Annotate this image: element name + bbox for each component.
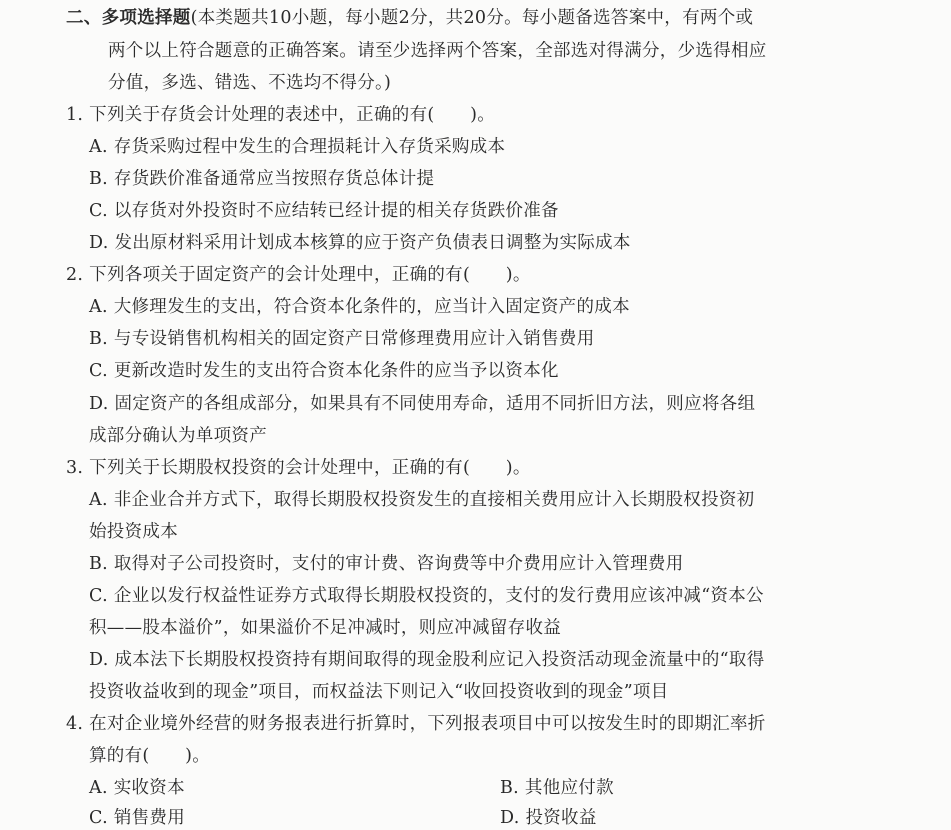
question-2-option-a[interactable]: A. 大修理发生的支出，符合资本化条件的，应当计入固定资产的成本 xyxy=(89,297,630,317)
option-label: A. xyxy=(89,297,108,317)
question-4-option-c[interactable]: C. 销售费用 xyxy=(89,808,186,828)
question-1-option-d[interactable]: D. 发出原材料采用计划成本核算的应于资产负债表日调整为实际成本 xyxy=(89,233,631,253)
question-3-stem: 3. 下列关于长期股权投资的会计处理中，正确的有( )。 xyxy=(66,458,531,478)
option-label: C. xyxy=(89,808,108,828)
option-label: C. xyxy=(89,586,108,606)
question-3-option-a-cont: 始投资成本 xyxy=(89,522,178,542)
option-label: A. xyxy=(89,778,108,798)
question-1-stem: 1. 下列关于存货会计处理的表述中，正确的有( )。 xyxy=(66,105,496,125)
question-4-option-d[interactable]: D. 投资收益 xyxy=(500,808,597,828)
question-number: 4. xyxy=(66,714,84,734)
section-number: 二、 xyxy=(66,8,102,28)
section-title: 多项选择题 xyxy=(101,8,191,28)
question-2-stem: 2. 下列各项关于固定资产的会计处理中，正确的有( )。 xyxy=(66,265,531,285)
option-label: D. xyxy=(500,808,520,828)
option-label: B. xyxy=(89,554,109,574)
section-instructions-line: 两个以上符合题意的正确答案。请至少选择两个答案，全部选对得满分，少选得相应 xyxy=(108,41,767,61)
question-number: 3. xyxy=(66,458,84,478)
question-2-option-d[interactable]: D. 固定资产的各组成部分，如果具有不同使用寿命，适用不同折旧方法，则应将各组 xyxy=(89,394,756,414)
section-instructions-line: 分值，多选、错选、不选均不得分。) xyxy=(108,73,392,93)
option-label: B. xyxy=(89,169,109,189)
section-header xyxy=(66,6,753,30)
option-label: D. xyxy=(89,650,109,670)
section-instructions: (本类题共10小题，每小题2分，共20分。每小题备选答案中，有两个或 xyxy=(190,8,754,28)
question-4-option-b[interactable]: B. 其他应付款 xyxy=(500,778,614,798)
option-label: B. xyxy=(89,329,109,349)
question-1-option-a[interactable]: A. 存货采购过程中发生的合理损耗计入存货采购成本 xyxy=(89,137,506,157)
question-2-option-d-cont: 成部分确认为单项资产 xyxy=(89,426,267,446)
question-4-stem-cont: 算的有( )。 xyxy=(89,746,211,766)
question-number: 2. xyxy=(66,265,84,285)
option-label: D. xyxy=(89,394,109,414)
option-label: A. xyxy=(89,490,108,510)
option-label: D. xyxy=(89,233,109,253)
question-4-option-a[interactable]: A. 实收资本 xyxy=(89,778,185,798)
question-3-option-a[interactable]: A. 非企业合并方式下，取得长期股权投资发生的直接相关费用应计入长期股权投资初 xyxy=(89,490,755,510)
question-4-stem: 4. 在对企业境外经营的财务报表进行折算时，下列报表项目中可以按发生时的即期汇率折 xyxy=(66,714,766,734)
question-3-option-c-cont: 积——股本溢价”，如果溢价不足冲减时，则应冲减留存收益 xyxy=(89,618,562,638)
question-3-option-d[interactable]: D. 成本法下长期股权投资持有期间取得的现金股利应记入投资活动现金流量中的“取得 xyxy=(89,650,765,670)
option-label: C. xyxy=(89,201,108,221)
question-1-option-c[interactable]: C. 以存货对外投资时不应结转已经计提的相关存货跌价准备 xyxy=(89,201,559,221)
question-2-option-c[interactable]: C. 更新改造时发生的支出符合资本化条件的应当予以资本化 xyxy=(89,361,559,381)
question-1-option-b[interactable]: B. 存货跌价准备通常应当按照存货总体计提 xyxy=(89,169,435,189)
question-3-option-b[interactable]: B. 取得对子公司投资时，支付的审计费、咨询费等中介费用应计入管理费用 xyxy=(89,554,684,574)
option-label: B. xyxy=(500,778,520,798)
option-label: C. xyxy=(89,361,108,381)
question-2-option-b[interactable]: B. 与专设销售机构相关的固定资产日常修理费用应计入销售费用 xyxy=(89,329,595,349)
question-3-option-d-cont: 投资收益收到的现金”项目，而权益法下则记入“收回投资收到的现金”项目 xyxy=(89,682,669,702)
question-3-option-c[interactable]: C. 企业以发行权益性证券方式取得长期股权投资的，支付的发行费用应该冲减“资本公 xyxy=(89,586,764,606)
question-number: 1. xyxy=(66,105,84,125)
option-label: A. xyxy=(89,137,108,157)
